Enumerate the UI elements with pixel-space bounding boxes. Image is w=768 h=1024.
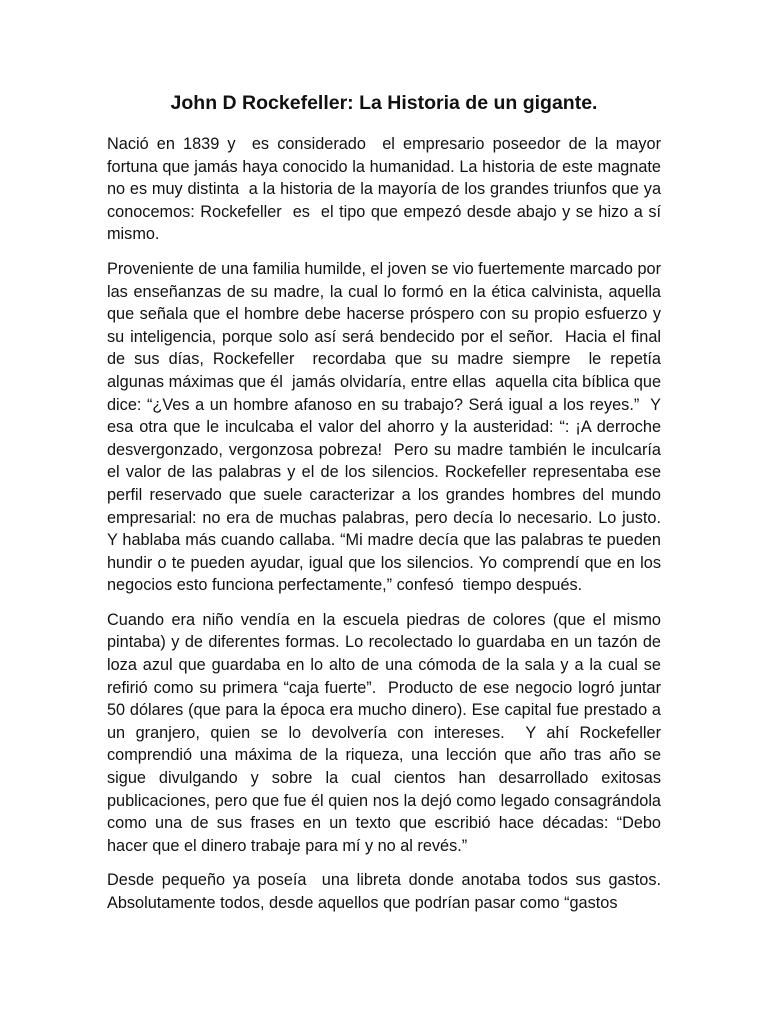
paragraph-4: Desde pequeño ya poseía una libreta donde anotaba todos sus gastos. Absolutamente todos, desde aquellos que podrían pasar como “gastos [107,871,665,912]
document-body [107,133,675,927]
paragraph-3: Cuando era niño vendía en la escuela piedras de colores (que el mismo pintaba) y de diferentes formas. Lo recolectado lo guardaba en un tazón de loza azul que guardaba en lo alto de una cómoda de la sala y a la cual se refirió como su primera “caja fuerte”. Producto de ese negocio logró juntar 50 dólares (que para la época era mucho dinero). Ese capital fue prestado a un granjero, quien se lo devolvería con intereses. Y ahí Rockefeller comprendió una máxima de la riqueza, una lección que año tras año se sigue divulgando y sobre la cual cientos han desarrollado exitosas publicaciones, pero que fue él quien nos la dejó como legado consagrándola como una de sus frases en un texto que escribió hace décadas: “Debo hacer que el dinero trabaje para mí y no al revés.” [107,610,675,855]
paragraph-2: Proveniente de una familia humilde, el joven se vio fuertemente marcado por las enseñanzas de su madre, la cual lo formó en la ética calvinista, aquella que señala que el hombre debe hacerse próspero con su propio esfuerzo y su inteligencia, porque solo así será bendecido por el señor. Hacia el final de sus días, Rockefeller recordaba que su madre siempre le repetía algunas máximas que él jamás olvidaría, entre ellas aquella cita bíblica que dice: “¿Ves a un hombre afanoso en su trabajo? Será igual a los reyes.” Y esa otra que le inculcaba el valor del ahorro y la austeridad: “: ¡A derroche desvergonzado, vergonzosa pobreza! Pero su madre también le inculcaría el valor de las palabras y el de los silencios. Rockefeller representaba ese perfil reservado que suele caracterizar a los grandes hombres del mundo empresarial: no era de muchas palabras, pero decía lo necesario. Lo justo. Y hablaba más cuando callaba. “Mi madre decía que las palabras te pueden hundir o te pueden ayudar, igual que los silencios. Yo comprendí que en los negocios esto funciona perfectamente,” confesó tiempo después. [107,259,671,595]
document-title: John D Rockefeller: La Historia de un gigante. [170,92,598,114]
paragraph-1: Nació en 1839 y es considerado el empresario poseedor de la mayor fortuna que jamás haya conocido la humanidad. La historia de este magnate no es muy distinta a la historia de la mayoría de los grandes triunfos que ya conocemos: Rockefeller es el tipo que empezó desde abajo y se hizo a sí mismo. [107,135,666,244]
